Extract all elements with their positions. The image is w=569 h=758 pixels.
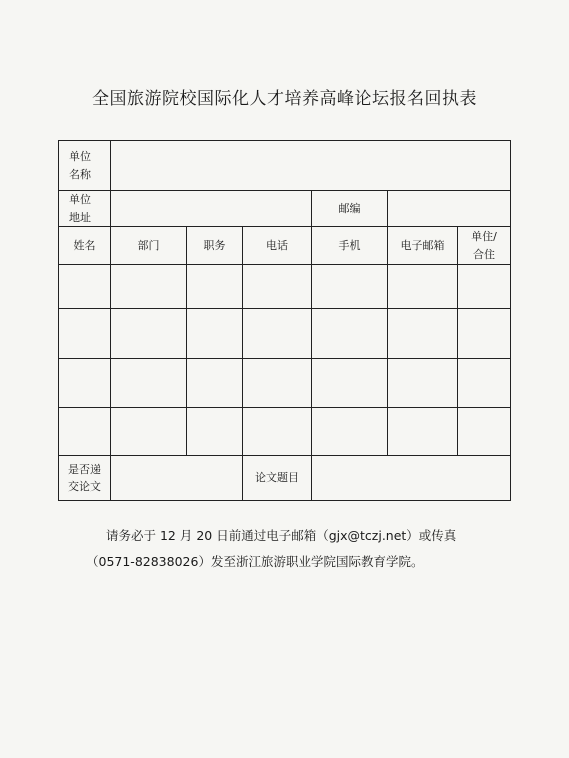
attendee-cell[interactable] <box>187 359 243 408</box>
attendee-cell[interactable] <box>458 408 511 456</box>
submit-paper-field[interactable] <box>111 456 243 501</box>
submit-paper-label: 是否递 交论文 <box>59 456 111 501</box>
attendee-cell[interactable] <box>458 265 511 309</box>
note-line-2: （0571-82838026）发至浙江旅游职业学院国际教育学院。 <box>86 554 424 569</box>
header-room-type: 单住/ 合住 <box>458 227 511 265</box>
attendee-cell[interactable] <box>187 265 243 309</box>
document-title: 全国旅游院校国际化人才培养高峰论坛报名回执表 <box>92 89 477 109</box>
header-email: 电子邮箱 <box>388 227 458 265</box>
registration-form-table <box>58 140 511 501</box>
attendee-cell[interactable] <box>59 265 111 309</box>
header-phone: 电话 <box>243 227 312 265</box>
header-name: 姓名 <box>59 227 111 265</box>
attendee-row <box>59 265 511 309</box>
attendee-cell[interactable] <box>59 359 111 408</box>
paper-title-field[interactable] <box>312 456 511 501</box>
paper-title-label: 论文题目 <box>243 456 312 501</box>
attendee-row <box>59 309 511 359</box>
attendee-cell[interactable] <box>187 309 243 359</box>
header-row <box>59 227 511 265</box>
attendee-cell[interactable] <box>388 265 458 309</box>
attendee-cell[interactable] <box>458 309 511 359</box>
attendee-cell[interactable] <box>312 265 388 309</box>
attendee-cell[interactable] <box>312 408 388 456</box>
header-mobile: 手机 <box>312 227 388 265</box>
attendee-cell[interactable] <box>243 408 312 456</box>
attendee-cell[interactable] <box>59 408 111 456</box>
postcode-label: 邮编 <box>312 191 388 227</box>
attendee-cell[interactable] <box>243 265 312 309</box>
header-department: 部门 <box>111 227 187 265</box>
attendee-cell[interactable] <box>111 309 187 359</box>
unit-address-field[interactable] <box>111 191 312 227</box>
attendee-cell[interactable] <box>458 359 511 408</box>
submission-note <box>76 523 496 575</box>
attendee-cell[interactable] <box>312 309 388 359</box>
unit-name-field[interactable] <box>111 141 511 191</box>
attendee-cell[interactable] <box>243 309 312 359</box>
unit-name-label: 单位 名称 <box>59 141 111 191</box>
attendee-cell[interactable] <box>111 408 187 456</box>
attendee-cell[interactable] <box>388 408 458 456</box>
unit-address-row <box>59 191 511 227</box>
attendee-rows <box>59 265 511 456</box>
attendee-cell[interactable] <box>111 265 187 309</box>
attendee-cell[interactable] <box>111 359 187 408</box>
attendee-cell[interactable] <box>59 309 111 359</box>
postcode-field[interactable] <box>388 191 511 227</box>
note-line-1: 请务必于 12 月 20 日前通过电子邮箱（gjx@tczj.net）或传真 <box>106 528 457 543</box>
attendee-cell[interactable] <box>187 408 243 456</box>
attendee-cell[interactable] <box>312 359 388 408</box>
header-position: 职务 <box>187 227 243 265</box>
paper-row <box>59 456 511 501</box>
unit-name-row <box>59 141 511 191</box>
unit-address-label: 单位 地址 <box>59 191 111 227</box>
attendee-cell[interactable] <box>243 359 312 408</box>
attendee-row <box>59 359 511 408</box>
attendee-cell[interactable] <box>388 309 458 359</box>
attendee-cell[interactable] <box>388 359 458 408</box>
attendee-row <box>59 408 511 456</box>
